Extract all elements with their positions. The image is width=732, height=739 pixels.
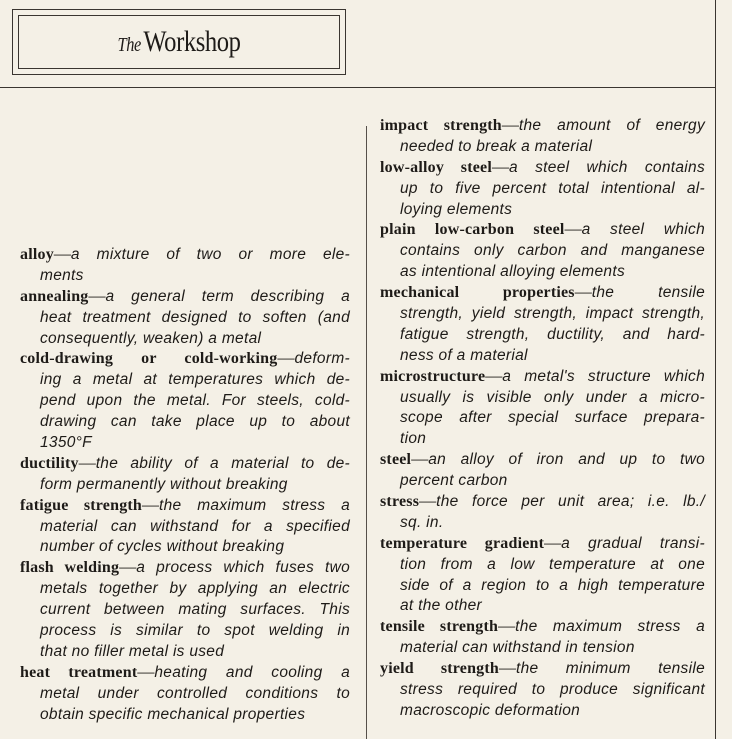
em-dash: — xyxy=(88,285,106,305)
glossary-definition: as intentional alloying elements xyxy=(400,263,626,281)
entry-first-line xyxy=(20,557,350,578)
glossary-definition: the force per unit area; i.e. lb./ xyxy=(436,493,705,511)
entry-continuation-line xyxy=(380,387,705,408)
em-dash: — xyxy=(53,244,71,263)
glossary-term: stress xyxy=(380,493,420,511)
glossary-definition: a gradual transi- xyxy=(561,534,705,552)
glossary-term: fatigue strength xyxy=(20,496,143,514)
header-frame xyxy=(0,0,716,88)
em-dash: — xyxy=(574,282,592,302)
entry-first-line xyxy=(380,658,705,679)
em-dash: — xyxy=(498,616,516,636)
em-dash: — xyxy=(277,348,295,368)
glossary-term: annealing xyxy=(20,287,89,305)
entry-continuation-line xyxy=(380,512,705,533)
entry-continuation-line xyxy=(380,637,705,658)
glossary-definition: the amount of energy xyxy=(518,117,705,134)
glossary-entry xyxy=(380,157,705,220)
entry-first-line xyxy=(380,282,705,303)
glossary-definition: heating and cooling a xyxy=(154,663,351,681)
glossary-entry xyxy=(380,366,705,450)
entry-continuation-line xyxy=(20,432,350,453)
glossary-entry xyxy=(380,282,705,366)
glossary-definition: strength, yield strength, impact strength, xyxy=(400,305,705,323)
glossary-entry xyxy=(20,557,350,661)
glossary-term: steel xyxy=(380,451,412,469)
entry-continuation-line xyxy=(380,554,705,575)
glossary-definition: ness of a material xyxy=(400,346,528,364)
glossary-definition: form permanently without breaking xyxy=(40,475,288,493)
glossary-entry xyxy=(380,219,705,282)
em-dash: — xyxy=(411,449,429,469)
title-prefix: The xyxy=(117,34,141,56)
entry-continuation-line xyxy=(380,575,705,596)
title-box xyxy=(12,9,346,75)
entry-continuation-line xyxy=(20,307,350,328)
entry-first-line xyxy=(380,157,705,178)
entry-continuation-line xyxy=(20,516,350,537)
entry-first-line xyxy=(380,491,705,512)
glossary-definition: at the other xyxy=(400,597,483,615)
em-dash: — xyxy=(499,658,517,678)
entry-continuation-line xyxy=(20,683,350,704)
entry-first-line xyxy=(380,115,705,136)
entry-continuation-line xyxy=(20,578,350,599)
glossary-term: plain low-carbon steel xyxy=(380,221,565,239)
glossary-definition: sq. in. xyxy=(400,513,444,531)
entry-first-line xyxy=(380,219,705,240)
glossary-definition: loying elements xyxy=(400,200,513,218)
glossary-definition: needed to break a material xyxy=(400,137,593,155)
glossary-definition: a metal's structure which xyxy=(502,367,705,385)
glossary-entry xyxy=(380,658,705,721)
em-dash: — xyxy=(78,452,96,472)
entry-first-line xyxy=(380,533,705,554)
entry-continuation-line xyxy=(380,595,705,616)
glossary-definition: consequently, weaken) a metal xyxy=(40,329,262,347)
entry-first-line xyxy=(20,286,350,307)
entry-continuation-line xyxy=(380,700,705,721)
glossary-entry xyxy=(20,286,350,349)
glossary-definition: the ability of a material to de- xyxy=(95,454,350,472)
glossary-entry xyxy=(20,244,350,286)
entry-first-line xyxy=(380,449,705,470)
entry-continuation-line xyxy=(380,324,705,345)
glossary-definition: a mixture of two or more ele- xyxy=(70,246,350,263)
glossary-definition: a steel which xyxy=(581,221,705,239)
right-border-rule xyxy=(715,88,716,739)
entry-continuation-line xyxy=(20,390,350,411)
glossary-definition: process is similar to spot welding in xyxy=(40,622,350,640)
glossary-definition: metal under controlled conditions to xyxy=(40,684,350,702)
entry-continuation-line xyxy=(20,536,350,557)
entry-first-line xyxy=(380,616,705,637)
entry-continuation-line xyxy=(380,240,705,261)
glossary-definition: ments xyxy=(40,266,84,284)
glossary-definition: a process which fuses two xyxy=(136,559,351,577)
entry-first-line xyxy=(20,348,350,369)
glossary-definition: current between mating surfaces. This xyxy=(40,601,350,619)
glossary-definition: the maximum stress a xyxy=(515,618,705,636)
entry-continuation-line xyxy=(380,470,705,491)
entry-first-line xyxy=(380,366,705,387)
glossary-term: microstructure xyxy=(380,367,486,385)
glossary-term: heat treatment xyxy=(20,663,138,681)
entry-continuation-line xyxy=(20,328,350,349)
glossary-definition: the tensile xyxy=(591,284,705,302)
em-dash: — xyxy=(564,219,582,239)
glossary-definition: number of cycles without breaking xyxy=(40,538,285,556)
em-dash: — xyxy=(501,115,519,134)
entry-continuation-line xyxy=(380,136,705,157)
glossary-definition: up to five percent total intentional al- xyxy=(400,179,705,197)
glossary-term: impact strength xyxy=(380,117,502,134)
glossary-definition: tion from a low temperature at one xyxy=(400,555,705,573)
glossary-definition: drawing can take place up to about xyxy=(40,413,350,431)
glossary-entry xyxy=(380,115,705,157)
glossary-definition: an alloy of iron and up to two xyxy=(428,451,705,469)
glossary-definition: that no filler metal is used xyxy=(40,642,225,660)
entry-continuation-line xyxy=(20,265,350,286)
glossary-term: flash welding xyxy=(20,559,120,577)
glossary-definition: usually is visible only under a micro- xyxy=(400,388,705,406)
em-dash: — xyxy=(485,365,503,385)
entry-continuation-line xyxy=(20,599,350,620)
glossary-entry xyxy=(20,662,350,725)
glossary-term: tensile strength xyxy=(380,618,499,636)
glossary-definition: stress required to produce significant xyxy=(400,681,705,699)
glossary-definition: a steel which contains xyxy=(509,158,706,176)
em-dash: — xyxy=(492,156,510,176)
glossary-term: mechanical properties xyxy=(380,284,575,302)
page-title xyxy=(117,25,240,59)
entry-continuation-line xyxy=(380,428,705,449)
glossary-term: temperature gradient xyxy=(380,534,545,552)
glossary-entry xyxy=(20,495,350,558)
glossary-term: cold-drawing or cold-working xyxy=(20,350,278,368)
glossary-left-column xyxy=(20,244,350,724)
glossary-definition: macroscopic deformation xyxy=(400,701,581,719)
em-dash: — xyxy=(137,661,155,681)
em-dash: — xyxy=(142,494,160,514)
glossary-entry xyxy=(380,491,705,533)
glossary-entry xyxy=(380,533,705,617)
glossary-entry xyxy=(20,453,350,495)
glossary-definition: material can withstand for a specified xyxy=(40,517,350,535)
entry-continuation-line xyxy=(20,474,350,495)
entry-continuation-line xyxy=(380,303,705,324)
glossary-definition: a general term describing a xyxy=(105,287,350,305)
entry-continuation-line xyxy=(20,620,350,641)
entry-continuation-line xyxy=(380,261,705,282)
glossary-term: yield strength xyxy=(380,660,500,678)
glossary-definition: material can withstand in tension xyxy=(400,639,635,657)
entry-continuation-line xyxy=(20,369,350,390)
glossary-definition: the minimum tensile xyxy=(516,660,705,678)
glossary-definition: 1350°F xyxy=(40,434,92,452)
glossary-entry xyxy=(380,449,705,491)
glossary-definition: the maximum stress a xyxy=(159,496,350,514)
glossary-definition: percent carbon xyxy=(400,472,508,490)
glossary-definition: heat treatment designed to soften (and xyxy=(40,308,350,326)
glossary-right-column xyxy=(380,115,705,721)
glossary-definition: deform- xyxy=(294,350,350,368)
entry-continuation-line xyxy=(380,679,705,700)
em-dash: — xyxy=(419,491,437,511)
glossary-definition: tion xyxy=(400,430,427,448)
em-dash: — xyxy=(544,532,562,552)
entry-first-line xyxy=(20,453,350,474)
glossary-definition: side of a region to a high temperature xyxy=(400,576,705,594)
entry-continuation-line xyxy=(20,641,350,662)
title-inner-frame xyxy=(18,15,340,69)
column-divider xyxy=(366,126,367,739)
entry-continuation-line xyxy=(20,411,350,432)
glossary-definition: scope after special surface prepara- xyxy=(400,409,705,427)
entry-continuation-line xyxy=(380,199,705,220)
entry-first-line xyxy=(20,244,350,265)
glossary-definition: contains only carbon and manganese xyxy=(400,242,705,260)
glossary-entry xyxy=(20,348,350,452)
glossary-definition: ing a metal at temperatures which de- xyxy=(40,371,350,389)
entry-continuation-line xyxy=(380,407,705,428)
entry-first-line xyxy=(20,662,350,683)
entry-continuation-line xyxy=(380,178,705,199)
entry-first-line xyxy=(20,495,350,516)
glossary-term: alloy xyxy=(20,246,54,263)
em-dash: — xyxy=(119,557,137,577)
glossary-term: low-alloy steel xyxy=(380,158,493,176)
glossary-definition: pend upon the metal. For steels, cold- xyxy=(40,392,350,410)
glossary-definition: fatigue strength, ductility, and hard- xyxy=(400,325,705,343)
glossary-definition: obtain specific mechanical properties xyxy=(40,705,306,723)
title-main: Workshop xyxy=(143,25,241,58)
glossary-entry xyxy=(380,616,705,658)
glossary-term: ductility xyxy=(20,454,79,472)
entry-continuation-line xyxy=(380,345,705,366)
glossary-definition: metals together by applying an electric xyxy=(40,580,350,598)
entry-continuation-line xyxy=(20,704,350,725)
